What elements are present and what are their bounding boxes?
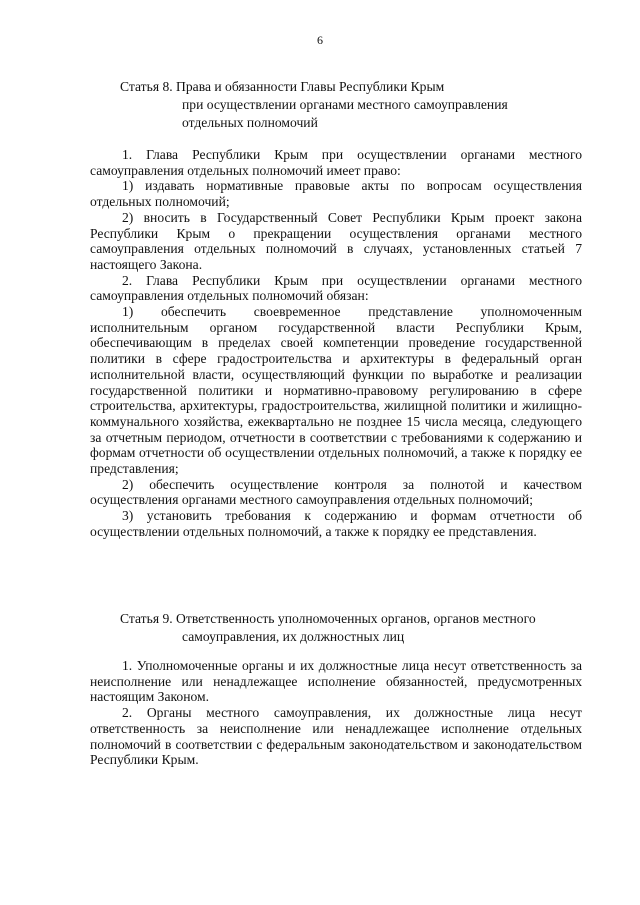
article-8-paragraph: 1) издавать нормативные правовые акты по вопросам осуществления отдельных полномочий; <box>90 178 582 210</box>
article-8-heading-line-2: при осуществлении органами местного самоуправления <box>182 97 508 112</box>
article-8-paragraph: 2. Глава Республики Крым при осуществлении органами местного самоуправления отдельных полномочий обязан: <box>90 272 582 304</box>
article-8-body <box>90 147 582 540</box>
article-8-paragraph: 3) установить требования к содержанию и формам отчетности об осуществлении отдельных полномочий, а также к порядку ее представления. <box>90 508 582 539</box>
article-9-body <box>90 658 582 768</box>
article-9-paragraph: 2. Органы местного самоуправления, их должностные лица несут ответственность за неисполнение или ненадлежащее исполнение отдельных полномочий в соответствии с федеральным законодательством и законодательством Республики Крым. <box>90 705 582 768</box>
article-8-heading <box>120 78 508 132</box>
article-8-paragraph: 1) обеспечить своевременное представление уполномоченным исполнительным органом государственной власти Республики Крым, обеспечивающим в пределах своей компетенции проведение государственной политики в сфере градостроительства и архитектуры в федеральный орган исполнительной власти, осуществляющий функции по выработке и реализации государственной политики и нормативно-правовому регулированию в сфере строительства, архитектуры, градостроительства, жилищной политики и жилищно-коммунального хозяйства, ежеквартально не позднее 15 числа месяца, следующего за отчетным периодом, отчетности в соответствии с требованиями к содержанию и формам отчетности об осуществлении отдельных полномочий, а также к порядку ее представления; <box>90 304 582 477</box>
article-9-heading-line-1: Статья 9. Ответственность уполномоченных органов, органов местного <box>120 611 536 626</box>
page-number: 6 <box>317 33 323 47</box>
article-8-paragraph: 2) вносить в Государственный Совет Республики Крым проект закона Республики Крым о прекращении осуществления органами местного самоуправления отдельных полномочий в случаях, установленных статьей 7 настоящего Закона. <box>90 209 582 272</box>
article-9-paragraph: 1. Уполномоченные органы и их должностные лица несут ответственность за неисполнение или ненадлежащее исполнение обязанностей, предусмотренных настоящим Законом. <box>90 658 582 705</box>
article-8-heading-line-3: отдельных полномочий <box>182 115 318 130</box>
article-8-heading-line-1: Статья 8. Права и обязанности Главы Республики Крым <box>120 79 445 94</box>
article-8-paragraph: 2) обеспечить осуществление контроля за полнотой и качеством осуществления органами местного самоуправления отдельных полномочий; <box>90 476 582 508</box>
article-9-heading-line-2: самоуправления, их должностных лиц <box>182 629 405 644</box>
article-8-paragraph: 1. Глава Республики Крым при осуществлении органами местного самоуправления отдельных полномочий имеет право: <box>90 147 582 178</box>
article-9-heading <box>120 610 536 646</box>
